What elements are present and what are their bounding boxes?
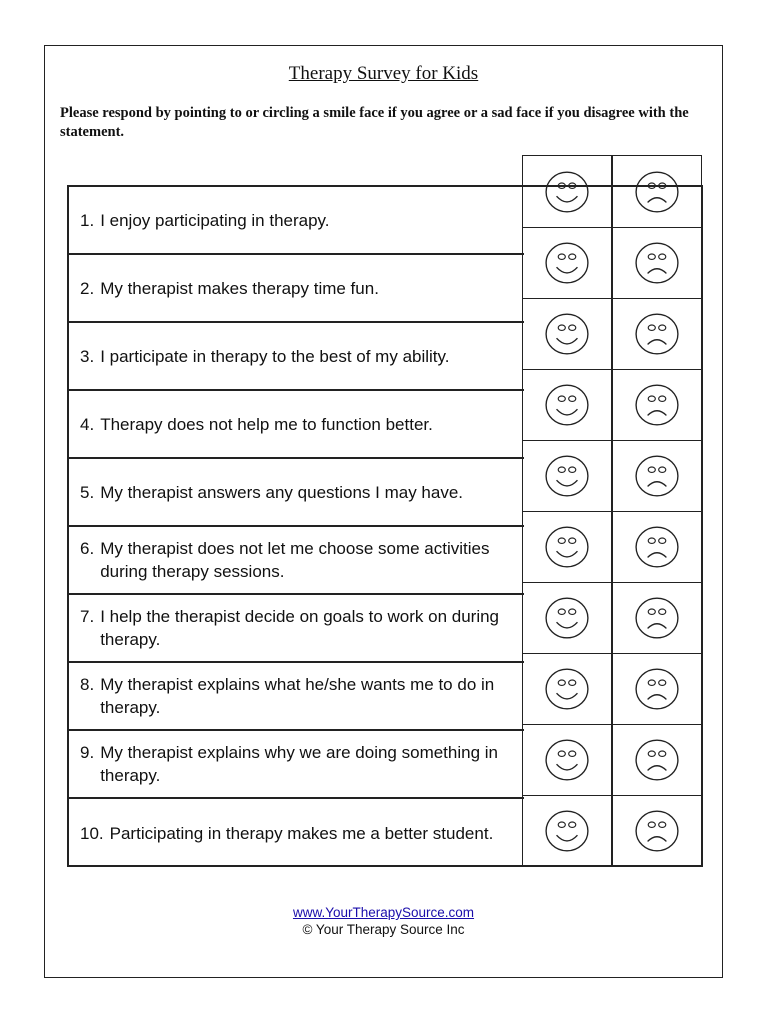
statement-number: 10. <box>80 823 104 843</box>
statement-row <box>69 527 524 595</box>
statement-number: 7. <box>80 607 95 626</box>
statement-text: Participating in therapy makes me a better student. <box>109 823 494 843</box>
statement-row <box>69 595 524 663</box>
statement-row <box>69 731 524 799</box>
copyright-text: © Your Therapy Source Inc <box>302 922 465 937</box>
statement-text: I enjoy participating in therapy. <box>100 210 330 230</box>
instructions-text: Please respond by pointing to or circling a smile face if you agree or a sad face if you disagree with the statement. <box>60 105 689 140</box>
website-link[interactable]: www.YourTherapySource.com <box>292 905 475 920</box>
statement-number: 3. <box>80 346 95 366</box>
statement-text: Therapy does not help me to function better. <box>100 414 433 434</box>
statement-row <box>69 663 524 731</box>
survey-page <box>44 45 723 978</box>
statement-number: 8. <box>80 675 95 694</box>
survey-title: Therapy Survey for Kids <box>288 63 479 84</box>
statement-text: My therapist explains why we are doing something in therapy. <box>100 743 499 785</box>
statement-text: My therapist makes therapy time fun. <box>100 278 379 298</box>
statement-text: My therapist does not let me choose some activities during therapy sessions. <box>100 539 490 581</box>
statement-number: 4. <box>80 414 95 434</box>
statement-number: 9. <box>80 743 95 762</box>
footer <box>45 904 722 938</box>
statement-row <box>69 323 524 391</box>
statement-row <box>69 255 524 323</box>
statement-number: 1. <box>80 210 95 230</box>
statement-number: 6. <box>80 539 95 558</box>
statement-text: I participate in therapy to the best of my ability. <box>100 346 450 366</box>
statement-row <box>69 187 524 255</box>
statement-row <box>69 799 524 867</box>
statement-number: 5. <box>80 482 95 502</box>
statement-row <box>69 391 524 459</box>
statement-text: My therapist explains what he/she wants me to do in therapy. <box>100 675 495 717</box>
statements-table <box>67 185 703 867</box>
statement-text: I help the therapist decide on goals to work on during therapy. <box>100 607 499 649</box>
statement-number: 2. <box>80 278 95 298</box>
statement-row <box>69 459 524 527</box>
statement-text: My therapist answers any questions I may have. <box>100 482 464 502</box>
